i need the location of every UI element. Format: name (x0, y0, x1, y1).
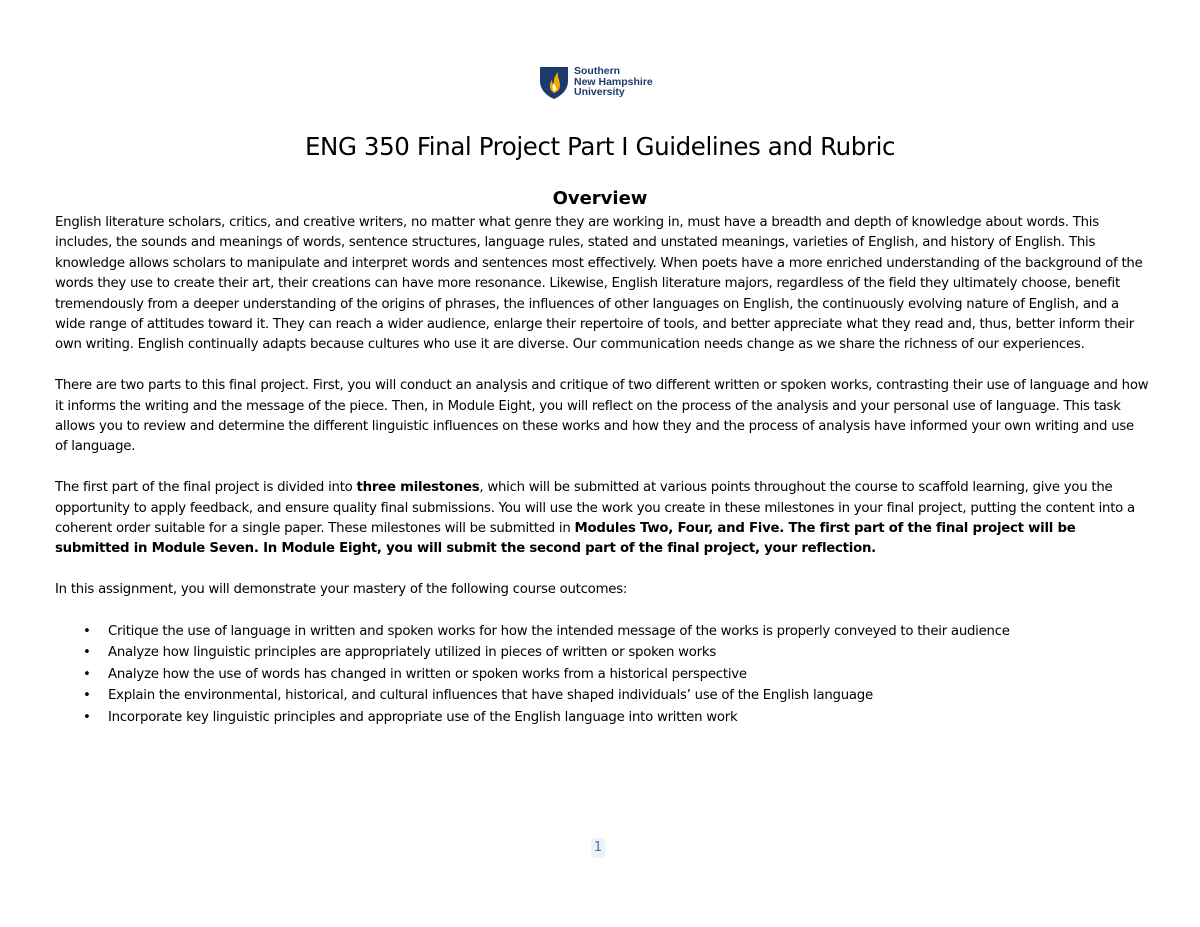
milestones-modules: Modules Two, Four, and Five. The first part of the final project will be submitted in Module Seven. In Module Eight, you will submit the second part of the final project, your reflection. (55, 521, 1076, 557)
university-name-line1: Southern (574, 65, 621, 77)
shield-flame-icon (539, 66, 569, 100)
milestones-text-c: , which will be submitted at various points throughout the course to scaffold learning, give you the opportunity to apply feedback, and ensure quality final submissions. You will use the work you create in these milestones in your final project, putting the content into a coherent order suitable for a single paper. These milestones will be submitted in (55, 480, 1135, 537)
overview-paragraph-2: There are two parts to this final project. First, you will conduct an analysis and critique of two different written or spoken works, contrasting their use of language and how it informs the writing and the message of the piece. Then, in Module Eight, you will reflect on the process of the analysis and your personal use of language. This task allows you to review and determine the different linguistic influences on these works and how they and the process of analysis have informed your own writing and use of language. (55, 378, 1149, 455)
outcome-text: Analyze how the use of words has changed in written or spoken works from a historical perspective (108, 666, 747, 682)
university-name-line2: New Hampshire (574, 75, 653, 88)
outcome-text: Incorporate key linguistic principles and appropriate use of the English language into written work (108, 709, 738, 725)
outcome-text: Explain the environmental, historical, and cultural influences that have shaped individuals’ use of the English language (108, 688, 873, 704)
bullet-icon: • (83, 688, 91, 704)
university-name (574, 66, 653, 98)
outcome-item (55, 642, 1150, 663)
outcome-item (55, 707, 1150, 728)
university-logo (539, 66, 653, 100)
document-title: ENG 350 Final Project Part I Guidelines and Rubric (304, 132, 896, 161)
outcome-text: Critique the use of language in written and spoken works for how the intended message of the works is properly conveyed to their audience (108, 624, 1010, 640)
bullet-icon: • (83, 624, 91, 640)
bullet-icon: • (83, 645, 91, 661)
outcome-text: Analyze how linguistic principles are appropriately utilized in pieces of written or spoken works (108, 645, 716, 661)
overview-heading: Overview (552, 188, 648, 209)
university-name-line3: University (574, 86, 625, 98)
overview-paragraph-3 (55, 478, 1150, 560)
outcome-item (55, 664, 1150, 685)
bullet-icon: • (83, 666, 91, 682)
milestones-count: three milestones (356, 480, 480, 496)
outcome-item (55, 685, 1150, 706)
overview-content (55, 213, 1150, 728)
outcome-item (55, 621, 1150, 642)
course-outcomes-list (55, 621, 1150, 728)
bullet-icon: • (83, 709, 91, 725)
page-number: 1 (591, 838, 605, 858)
overview-paragraph-1: English literature scholars, critics, and creative writers, no matter what genre they are working in, must have a breadth and depth of knowledge about words. This includes, the sounds and meanings of words, sentence structures, language rules, stated and unstated meanings, varieties of English, and history of English. This knowledge allows scholars to manipulate and interpret words and sentences most effectively. When poets have a more enriched understanding of the background of the words they use to create their art, their creations can have more resonance. Likewise, English literature majors, regardless of the field they ultimately choose, benefit tremendously from a deeper understanding of the origins of phrases, the influences of other languages on English, the continuously evolving nature of English, and a wide range of attitudes toward it. They can reach a wider audience, enlarge their repertoire of tools, and better appreciate what they read and, thus, better inform their own writing. English continually adapts because cultures who use it are diverse. Our communication needs change as we share the richness of our experiences. (55, 215, 1143, 353)
outcomes-intro: In this assignment, you will demonstrate your mastery of the following course outcomes: (55, 582, 628, 598)
milestones-text-a: The first part of the final project is divided into (55, 480, 357, 496)
